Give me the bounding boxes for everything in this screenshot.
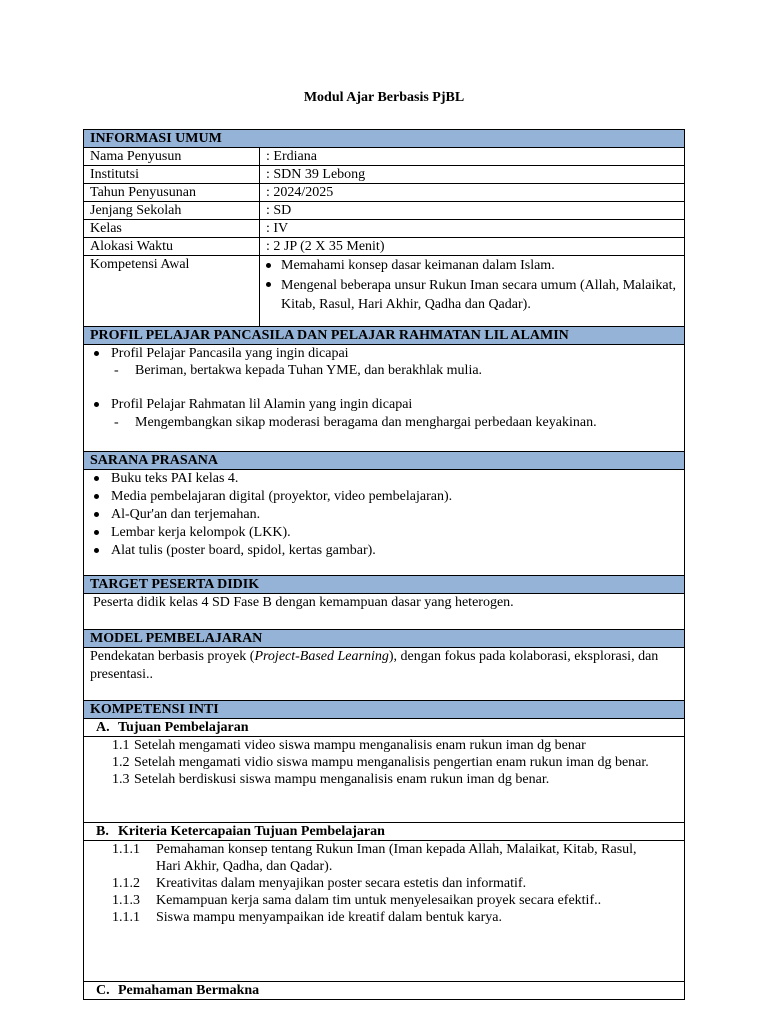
model-cell xyxy=(84,648,685,701)
info-label: Kelas xyxy=(84,220,260,238)
section-title: Tujuan Pembelajaran xyxy=(118,720,249,735)
profil-sub-item: - Mengembangkan sikap moderasi beragama dan menghargai perbedaan keyakinan. xyxy=(84,414,684,431)
informasi-umum-header: INFORMASI UMUM xyxy=(84,130,685,148)
sarana-list xyxy=(84,470,684,560)
list-item xyxy=(84,754,684,771)
item-text: Kreativitas dalam menyajikan poster secara estetis dan informatif. xyxy=(156,876,527,891)
kompetensi-inti-header: KOMPETENSI INTI xyxy=(84,701,685,719)
info-row xyxy=(84,148,685,166)
section-letter: C. xyxy=(96,983,110,998)
info-label: Kompetensi Awal xyxy=(84,256,260,327)
item-number: 1.1.1 xyxy=(112,910,140,925)
module-table xyxy=(83,129,685,1000)
item-number: 1.1.3 xyxy=(112,893,140,908)
model-text: Pendekatan berbasis proyek ( xyxy=(90,649,255,664)
item-text: Setelah mengamati video siswa mampu menganalisis enam rukun iman dg benar xyxy=(134,738,586,753)
info-label: Nama Penyusun xyxy=(84,148,260,166)
item-text: Setelah mengamati vidio siswa mampu menganalisis pengertian enam rukun iman dg benar. xyxy=(134,755,649,770)
item-text: Siswa mampu menyampaikan ide kreatif dalam bentuk karya. xyxy=(156,910,503,925)
section-letter: A. xyxy=(96,720,110,735)
info-label: Alokasi Waktu xyxy=(84,238,260,256)
info-value: : SD xyxy=(260,202,685,220)
profil-cell xyxy=(84,345,685,452)
section-title: Kriteria Ketercapaian Tujuan Pembelajaran xyxy=(118,824,385,839)
list-item xyxy=(84,909,684,926)
section-letter: B. xyxy=(96,824,109,839)
kompetensi-awal-list xyxy=(260,257,684,314)
list-item: Alat tulis (poster board, spidol, kertas gambar). xyxy=(84,542,684,560)
list-item xyxy=(84,737,684,754)
info-label: Tahun Penyusunan xyxy=(84,184,260,202)
profil-header: PROFIL PELAJAR PANCASILA DAN PELAJAR RAHMATAN LIL ALAMIN xyxy=(84,327,685,345)
info-value: : IV xyxy=(260,220,685,238)
info-row xyxy=(84,220,685,238)
info-value: : 2024/2025 xyxy=(260,184,685,202)
list-item: Profil Pelajar Pancasila yang ingin dicapai xyxy=(84,345,684,362)
list-item xyxy=(84,892,684,909)
item-number: 1.3 xyxy=(112,772,130,787)
item-number: 1.1.1 xyxy=(112,842,140,857)
kriteria-cell xyxy=(84,841,685,982)
list-item xyxy=(84,771,684,788)
document-title: Modul Ajar Berbasis PjBL xyxy=(303,90,465,105)
info-row-kompetensi xyxy=(84,256,685,327)
list-item: Al-Qur'an dan terjemahan. xyxy=(84,506,684,524)
sarana-cell xyxy=(84,470,685,576)
info-label: Jenjang Sekolah xyxy=(84,202,260,220)
kompetensi-awal-cell xyxy=(260,256,685,327)
tujuan-cell xyxy=(84,737,685,823)
sarana-header: SARANA PRASANA xyxy=(84,452,685,470)
list-item xyxy=(84,875,684,892)
list-item: Memahami konsep dasar keimanan dalam Islam. xyxy=(260,257,684,274)
section-title: Pemahaman Bermakna xyxy=(118,983,260,998)
info-row xyxy=(84,202,685,220)
list-item: Lembar kerja kelompok (LKK). xyxy=(84,524,684,542)
section-b-heading xyxy=(84,823,685,841)
info-row xyxy=(84,238,685,256)
list-item: Media pembelajaran digital (proyektor, video pembelajaran). xyxy=(84,488,684,506)
info-value: : Erdiana xyxy=(260,148,685,166)
item-text: Kemampuan kerja sama dalam tim untuk menyelesaikan proyek secara efektif.. xyxy=(156,893,602,908)
list-item: Profil Pelajar Rahmatan lil Alamin yang ingin dicapai xyxy=(84,396,684,413)
list-item: Buku teks PAI kelas 4. xyxy=(84,470,684,488)
model-text-italic: Project-Based Learning xyxy=(254,649,389,664)
item-number: 1.2 xyxy=(112,755,130,770)
profil-list xyxy=(84,396,684,413)
section-c-heading xyxy=(84,982,685,1000)
item-number: 1.1.2 xyxy=(112,876,140,891)
list-item xyxy=(84,841,684,875)
profil-sub-item: - Beriman, bertakwa kepada Tuhan YME, dan berakhlak mulia. xyxy=(84,362,684,379)
item-text: Pemahaman konsep tentang Rukun Iman (Iman kepada Allah, Malaikat, Kitab, Rasul, Hari Akhir, Qadha, dan Qadar). xyxy=(156,842,637,874)
info-label: Institutsi xyxy=(84,166,260,184)
info-value: : 2 JP (2 X 35 Menit) xyxy=(260,238,685,256)
info-row xyxy=(84,166,685,184)
item-text: Setelah berdiskusi siswa mampu menganalisis enam rukun iman dg benar. xyxy=(134,772,550,787)
model-text: ), dengan fokus pada kolaborasi, eksplorasi, dan presentasi.. xyxy=(90,649,659,682)
item-number: 1.1 xyxy=(112,738,130,753)
section-a-heading xyxy=(84,719,685,737)
info-row xyxy=(84,184,685,202)
info-value: : SDN 39 Lebong xyxy=(260,166,685,184)
list-item: Mengenal beberapa unsur Rukun Iman secara umum (Allah, Malaikat, Kitab, Rasul, Hari Akhir, Qadha dan Qadar). xyxy=(260,276,684,314)
model-header: MODEL PEMBELAJARAN xyxy=(84,630,685,648)
profil-list xyxy=(84,345,684,362)
target-header: TARGET PESERTA DIDIK xyxy=(84,576,685,594)
target-text: Peserta didik kelas 4 SD Fase B dengan kemampuan dasar yang heterogen. xyxy=(84,594,685,630)
